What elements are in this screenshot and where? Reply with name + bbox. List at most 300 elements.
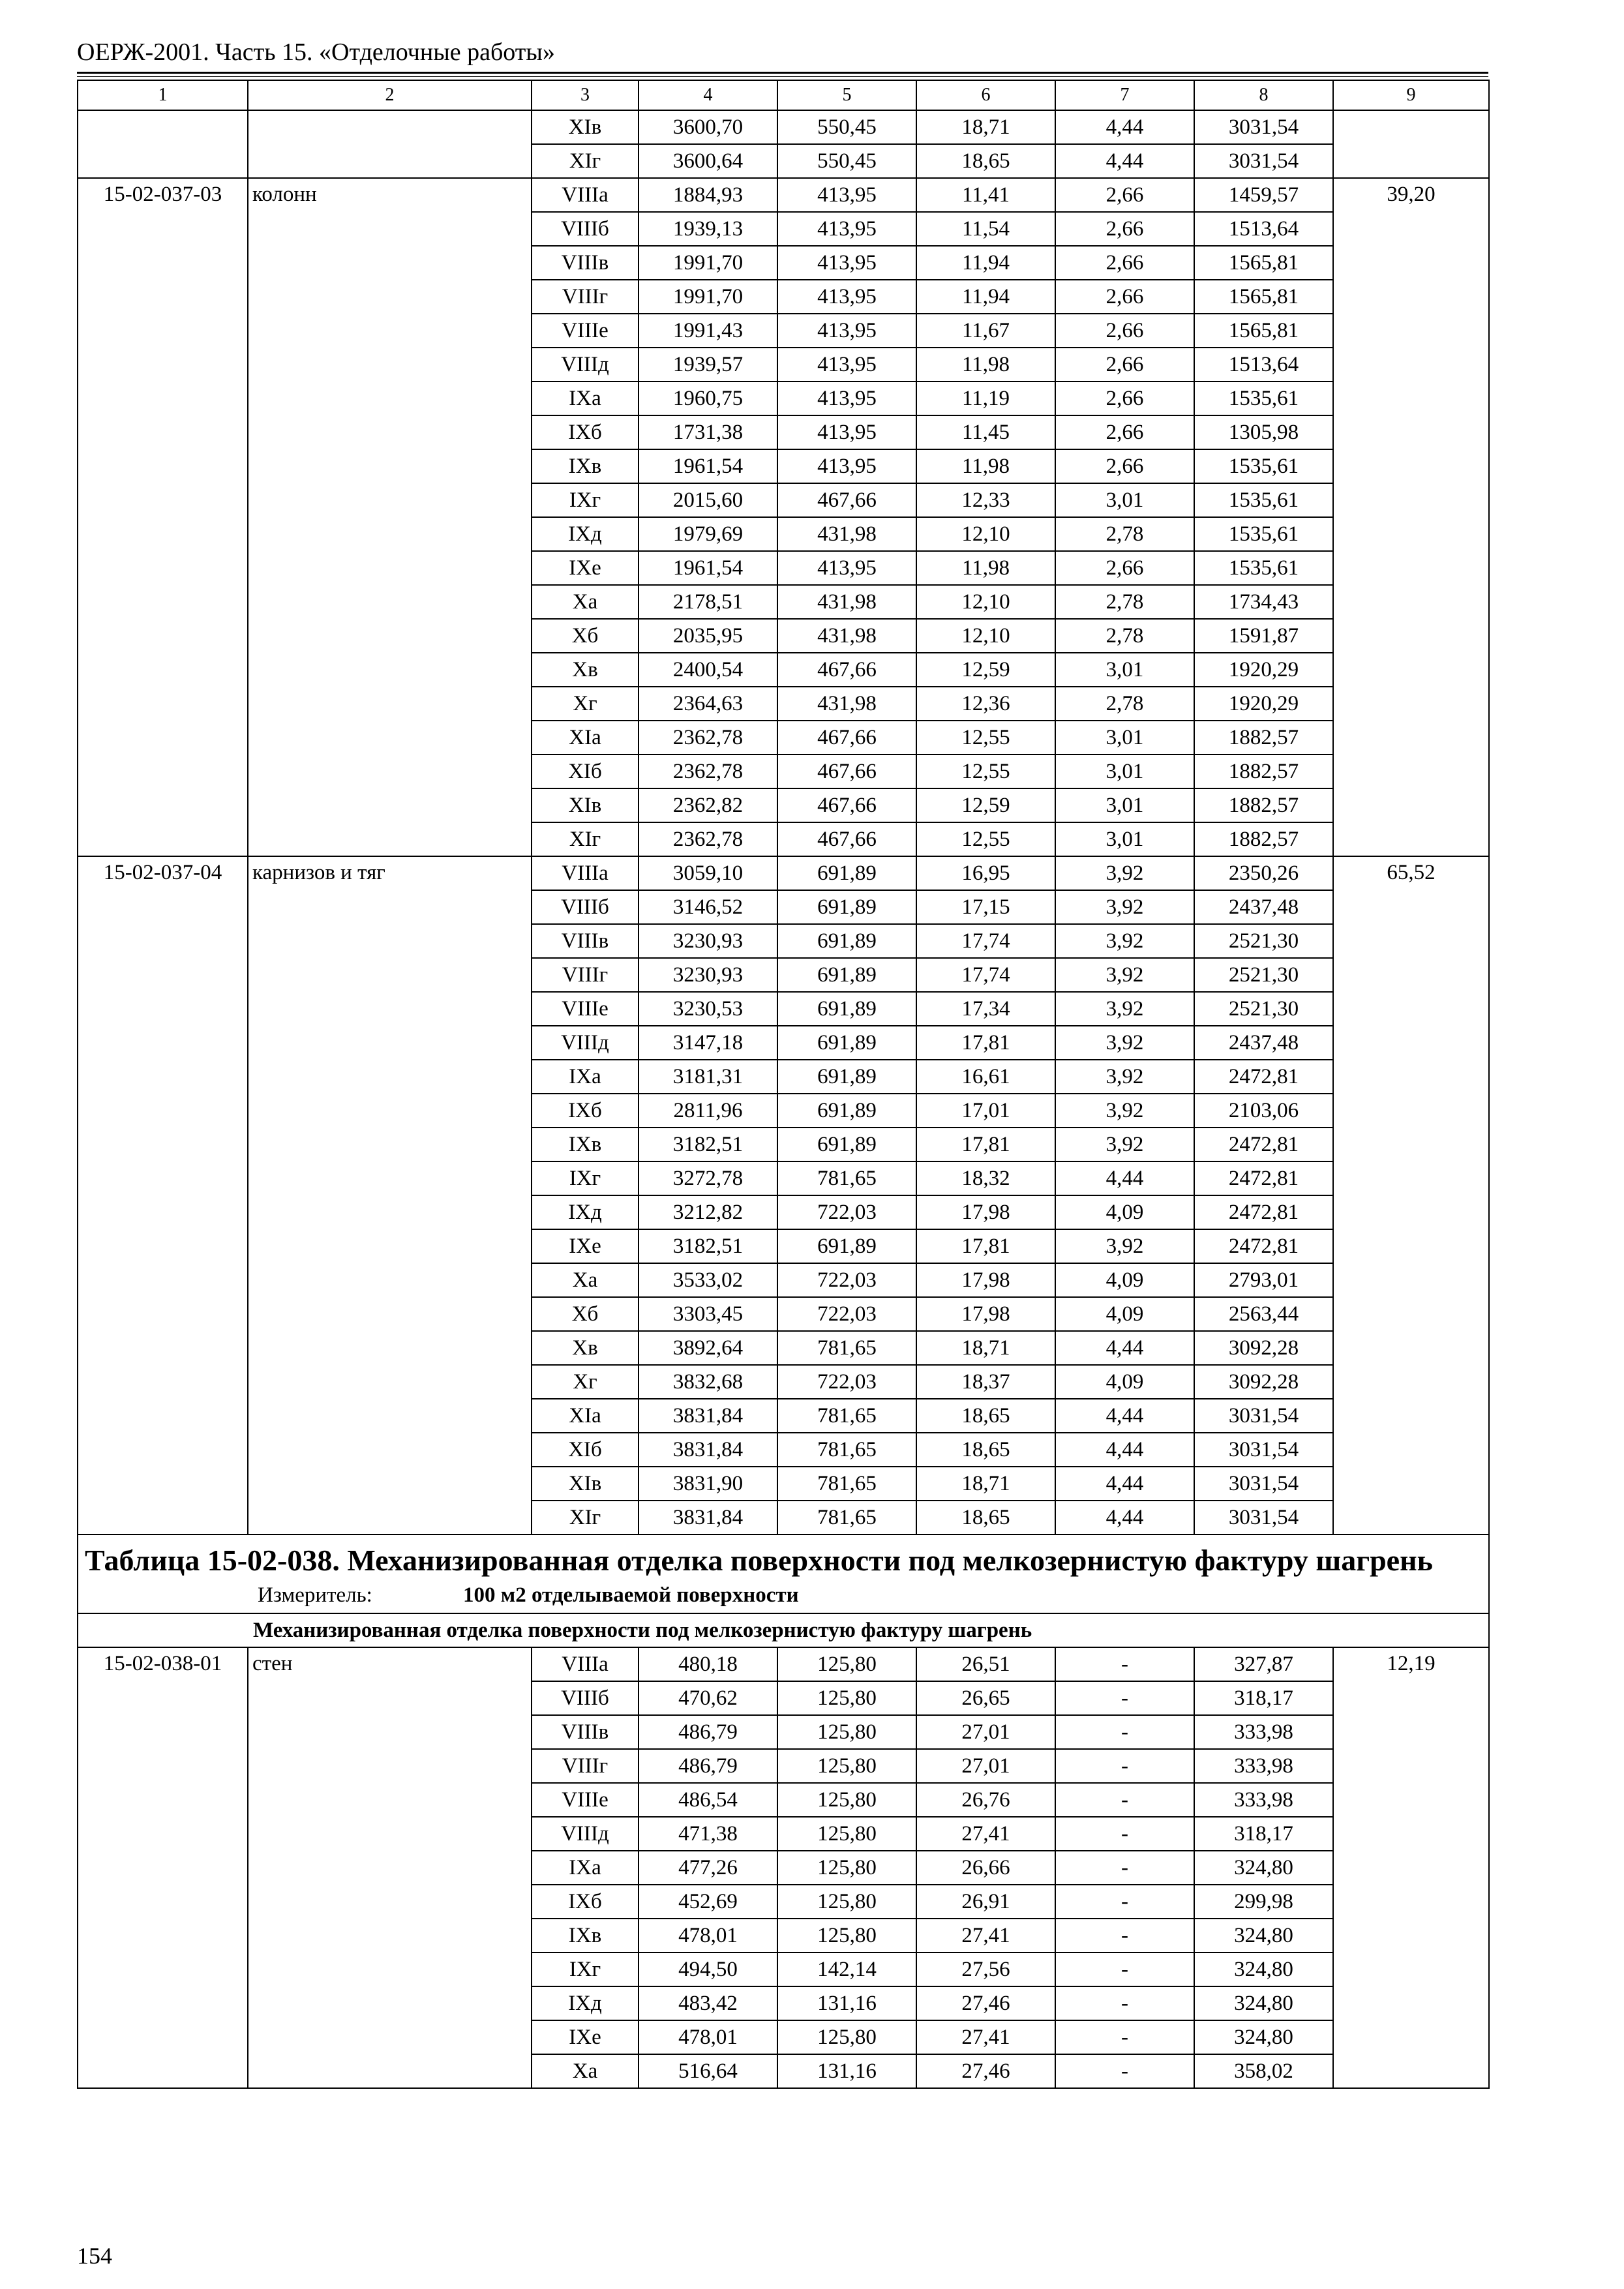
table-cell: 142,14 [777, 1952, 916, 1986]
table-cell: 333,98 [1194, 1715, 1333, 1749]
table-cell: 3832,68 [639, 1365, 777, 1399]
table-cell: 1939,13 [639, 212, 777, 246]
table-heading [78, 1534, 1489, 1613]
table-cell: 431,98 [777, 517, 916, 551]
table-cell: VIIIа [532, 1647, 639, 1681]
table-cell: 18,37 [916, 1365, 1055, 1399]
table-cell: VIIIд [532, 1817, 639, 1851]
table-cell: Xв [532, 653, 639, 687]
table-cell: 3600,70 [639, 110, 777, 144]
table-cell: IXд [532, 1195, 639, 1229]
table-cell: 494,50 [639, 1952, 777, 1986]
table-cell: - [1055, 2020, 1194, 2054]
table-cell: 480,18 [639, 1647, 777, 1681]
table-row [78, 178, 1489, 212]
table-cell: 4,09 [1055, 1195, 1194, 1229]
table-cell: - [1055, 1783, 1194, 1817]
table-cell: XIа [532, 1399, 639, 1433]
table-cell: 413,95 [777, 212, 916, 246]
table-cell: 17,01 [916, 1094, 1055, 1128]
table-cell: 483,42 [639, 1986, 777, 2020]
table-cell: XIа [532, 721, 639, 755]
table-cell: 333,98 [1194, 1783, 1333, 1817]
table-cell: 3092,28 [1194, 1331, 1333, 1365]
table-cell: 12,10 [916, 619, 1055, 653]
table-cell: 431,98 [777, 687, 916, 721]
table-cell: 467,66 [777, 822, 916, 856]
table-cell: VIIIа [532, 178, 639, 212]
table-cell: IXв [532, 1919, 639, 1952]
table-cell: 12,55 [916, 721, 1055, 755]
table-cell: 125,80 [777, 1783, 916, 1817]
table-cell: 1565,81 [1194, 280, 1333, 314]
table-cell: 1882,57 [1194, 822, 1333, 856]
table-cell: 1939,57 [639, 348, 777, 382]
table-cell: 3212,82 [639, 1195, 777, 1229]
table-cell: 12,33 [916, 483, 1055, 517]
table-cell: 2362,78 [639, 755, 777, 788]
table-cell: Xб [532, 1297, 639, 1331]
table-cell: 2,66 [1055, 246, 1194, 280]
table-cell: 722,03 [777, 1365, 916, 1399]
table-cell: 3,92 [1055, 992, 1194, 1026]
table-cell: 3892,64 [639, 1331, 777, 1365]
table-cell: 3031,54 [1194, 1467, 1333, 1501]
section-title: Механизированная отделка поверхности под мелкозернистую фактуру шагрень [78, 1613, 1489, 1647]
table-cell: 3,01 [1055, 788, 1194, 822]
table-cell: 11,94 [916, 246, 1055, 280]
table-cell: 413,95 [777, 348, 916, 382]
table-cell: 467,66 [777, 788, 916, 822]
table-cell: 1882,57 [1194, 755, 1333, 788]
table-cell: 691,89 [777, 924, 916, 958]
table-cell: 17,81 [916, 1026, 1055, 1060]
table-cell: 781,65 [777, 1433, 916, 1467]
table-cell: 1535,61 [1194, 517, 1333, 551]
table-cell: 4,44 [1055, 1331, 1194, 1365]
table-cell: 324,80 [1194, 1986, 1333, 2020]
table-cell: XIв [532, 110, 639, 144]
table-cell: VIIIг [532, 1749, 639, 1783]
table-cell: 131,16 [777, 2054, 916, 2088]
table-cell: - [1055, 1986, 1194, 2020]
work-name: карнизов и тяг [248, 856, 532, 1534]
table-cell: 431,98 [777, 619, 916, 653]
table-cell: 3031,54 [1194, 144, 1333, 178]
table-cell: 4,44 [1055, 110, 1194, 144]
table-cell: 516,64 [639, 2054, 777, 2088]
table-cell: 3272,78 [639, 1161, 777, 1195]
table-cell: 26,66 [916, 1851, 1055, 1885]
column-number-row [78, 80, 1489, 110]
work-name: стен [248, 1647, 532, 2088]
table-cell: 413,95 [777, 314, 916, 348]
table-cell: 2472,81 [1194, 1195, 1333, 1229]
table-cell: 3,92 [1055, 1094, 1194, 1128]
table-cell: 3031,54 [1194, 1399, 1333, 1433]
table-cell: - [1055, 2054, 1194, 2088]
table-cell: IXб [532, 415, 639, 449]
page-header: ОЕРЖ-2001. Часть 15. «Отделочные работы» [77, 38, 555, 66]
table-cell: 131,16 [777, 1986, 916, 2020]
table-cell: 12,10 [916, 517, 1055, 551]
table-cell: 358,02 [1194, 2054, 1333, 2088]
table-cell: 3600,64 [639, 144, 777, 178]
table-cell: 17,98 [916, 1297, 1055, 1331]
table-cell: 1513,64 [1194, 212, 1333, 246]
table-cell: 413,95 [777, 449, 916, 483]
table-cell: 467,66 [777, 653, 916, 687]
table-cell: 691,89 [777, 1094, 916, 1128]
table-cell: 3182,51 [639, 1128, 777, 1161]
table-cell: - [1055, 1919, 1194, 1952]
table-cell: 3,92 [1055, 856, 1194, 890]
table-cell: 4,44 [1055, 1161, 1194, 1195]
table-cell: 27,01 [916, 1715, 1055, 1749]
table-cell: 1884,93 [639, 178, 777, 212]
table-cell: 691,89 [777, 890, 916, 924]
table-cell: 691,89 [777, 1026, 916, 1060]
table-cell: - [1055, 1885, 1194, 1919]
table-cell: Xг [532, 1365, 639, 1399]
table-cell: 3831,84 [639, 1399, 777, 1433]
table-cell: Xг [532, 687, 639, 721]
column-number: 2 [248, 80, 532, 110]
table-cell: VIIIг [532, 958, 639, 992]
table-cell: 550,45 [777, 110, 916, 144]
table-cell: 2362,82 [639, 788, 777, 822]
table-cell: 2472,81 [1194, 1060, 1333, 1094]
table-cell: 18,71 [916, 110, 1055, 144]
table-cell: 550,45 [777, 144, 916, 178]
column-number: 7 [1055, 80, 1194, 110]
table-cell: 691,89 [777, 856, 916, 890]
table-cell: Xа [532, 585, 639, 619]
table-cell: 11,98 [916, 449, 1055, 483]
table-cell: 2035,95 [639, 619, 777, 653]
table-cell: VIIIд [532, 348, 639, 382]
table-cell: 27,41 [916, 2020, 1055, 2054]
table-cell: 327,87 [1194, 1647, 1333, 1681]
table-cell: 2,78 [1055, 619, 1194, 653]
table-cell: 11,67 [916, 314, 1055, 348]
table-cell: 125,80 [777, 1681, 916, 1715]
table-cell: 3,01 [1055, 483, 1194, 517]
table-cell: 2521,30 [1194, 958, 1333, 992]
table-cell: 691,89 [777, 1060, 916, 1094]
table-cell: 17,98 [916, 1195, 1055, 1229]
table-cell: 324,80 [1194, 1851, 1333, 1885]
table-cell: 722,03 [777, 1195, 916, 1229]
table-cell: 1535,61 [1194, 449, 1333, 483]
table-cell: 2103,06 [1194, 1094, 1333, 1128]
table-cell: 333,98 [1194, 1749, 1333, 1783]
table-cell: 18,65 [916, 144, 1055, 178]
table-cell: 125,80 [777, 2020, 916, 2054]
table-cell: 452,69 [639, 1885, 777, 1919]
table-cell: 2437,48 [1194, 890, 1333, 924]
table-cell: 3831,90 [639, 1467, 777, 1501]
table-cell: 3,92 [1055, 1026, 1194, 1060]
table-cell: 27,01 [916, 1749, 1055, 1783]
header-rule-thin [77, 76, 1488, 77]
table-cell: 2,78 [1055, 687, 1194, 721]
table-cell: 3230,53 [639, 992, 777, 1026]
meter-value: 100 м2 отделываемой поверхности [463, 1583, 799, 1607]
table-cell: 2,66 [1055, 314, 1194, 348]
table-cell: IXб [532, 1094, 639, 1128]
table-cell: - [1055, 1749, 1194, 1783]
table-cell: 12,10 [916, 585, 1055, 619]
table-cell: 17,81 [916, 1128, 1055, 1161]
table-cell: 3533,02 [639, 1263, 777, 1297]
table-cell: 2,66 [1055, 212, 1194, 246]
table-cell: 1513,64 [1194, 348, 1333, 382]
table-cell: XIг [532, 822, 639, 856]
page-number: 154 [77, 2243, 112, 2269]
table-cell: XIг [532, 144, 639, 178]
table-cell: Xб [532, 619, 639, 653]
table-cell: 12,59 [916, 788, 1055, 822]
section-title-row [78, 1613, 1489, 1647]
table-cell: - [1055, 1952, 1194, 1986]
table-cell: 324,80 [1194, 2020, 1333, 2054]
table-cell: 413,95 [777, 246, 916, 280]
table-cell: XIв [532, 1467, 639, 1501]
table-cell: 11,94 [916, 280, 1055, 314]
table-cell: 470,62 [639, 1681, 777, 1715]
table-cell: 27,46 [916, 2054, 1055, 2088]
table-cell: 486,54 [639, 1783, 777, 1817]
table-cell: 2811,96 [639, 1094, 777, 1128]
rate-code: 15-02-037-04 [78, 856, 248, 1534]
table-cell: 4,44 [1055, 144, 1194, 178]
table-cell: 3,01 [1055, 653, 1194, 687]
table-cell: 2472,81 [1194, 1128, 1333, 1161]
table-cell: 2,78 [1055, 585, 1194, 619]
table-cell: 18,71 [916, 1331, 1055, 1365]
table-cell: 125,80 [777, 1647, 916, 1681]
table-cell: 2793,01 [1194, 1263, 1333, 1297]
table-cell: 413,95 [777, 280, 916, 314]
table-cell: 4,09 [1055, 1263, 1194, 1297]
table-cell: 2,66 [1055, 348, 1194, 382]
table-cell: 4,44 [1055, 1501, 1194, 1534]
table-cell: 11,19 [916, 382, 1055, 415]
table-cell: 2437,48 [1194, 1026, 1333, 1060]
table-cell: 486,79 [639, 1749, 777, 1783]
column-number: 1 [78, 80, 248, 110]
table-cell: 1991,70 [639, 280, 777, 314]
table-cell: 17,74 [916, 924, 1055, 958]
table-cell: 125,80 [777, 1919, 916, 1952]
column-number: 3 [532, 80, 639, 110]
table-cell: 4,44 [1055, 1433, 1194, 1467]
table-cell: 1920,29 [1194, 653, 1333, 687]
table-cell: VIIIе [532, 1783, 639, 1817]
table-cell: VIIIг [532, 280, 639, 314]
table-cell: 1961,54 [639, 551, 777, 585]
table-cell: 3147,18 [639, 1026, 777, 1060]
table-cell: 2178,51 [639, 585, 777, 619]
table-cell: 125,80 [777, 1851, 916, 1885]
table-row [78, 1647, 1489, 1681]
table-cell: 1991,43 [639, 314, 777, 348]
table-cell: 1734,43 [1194, 585, 1333, 619]
table-cell: 467,66 [777, 483, 916, 517]
table-cell: Xа [532, 1263, 639, 1297]
table-cell: 413,95 [777, 415, 916, 449]
table-cell: 3,92 [1055, 1060, 1194, 1094]
table-cell: 11,98 [916, 348, 1055, 382]
table-cell: 27,41 [916, 1817, 1055, 1851]
table-cell: VIIIа [532, 856, 639, 890]
meter-line [85, 1583, 1482, 1608]
rates-table [77, 80, 1490, 2089]
table-cell: 2,66 [1055, 449, 1194, 483]
table-cell: 478,01 [639, 1919, 777, 1952]
table-cell: VIIIв [532, 924, 639, 958]
work-name [248, 110, 532, 178]
table-cell: 722,03 [777, 1297, 916, 1331]
table-cell: 2472,81 [1194, 1229, 1333, 1263]
table-cell: 17,98 [916, 1263, 1055, 1297]
table-cell: 318,17 [1194, 1817, 1333, 1851]
table-cell: 3181,31 [639, 1060, 777, 1094]
table-cell: 413,95 [777, 382, 916, 415]
table-cell: 3092,28 [1194, 1365, 1333, 1399]
resource-value: 65,52 [1333, 856, 1489, 1534]
table-cell: 324,80 [1194, 1952, 1333, 1986]
table-cell: 1459,57 [1194, 178, 1333, 212]
table-cell: IXв [532, 449, 639, 483]
work-name: колонн [248, 178, 532, 856]
table-cell: 1882,57 [1194, 721, 1333, 755]
table-cell: 781,65 [777, 1161, 916, 1195]
table-cell: IXг [532, 1161, 639, 1195]
table-cell: - [1055, 1817, 1194, 1851]
table-cell: IXб [532, 1885, 639, 1919]
table-cell: 125,80 [777, 1715, 916, 1749]
table-cell: IXд [532, 517, 639, 551]
table-cell: 2362,78 [639, 721, 777, 755]
table-cell: 2521,30 [1194, 924, 1333, 958]
rate-code [78, 110, 248, 178]
table-cell: IXд [532, 1986, 639, 2020]
resource-value [1333, 110, 1489, 178]
table-cell: 324,80 [1194, 1919, 1333, 1952]
column-number: 8 [1194, 80, 1333, 110]
table-cell: 26,65 [916, 1681, 1055, 1715]
table-cell: 3831,84 [639, 1501, 777, 1534]
column-number: 5 [777, 80, 916, 110]
table-cell: 26,51 [916, 1647, 1055, 1681]
table-cell: 413,95 [777, 551, 916, 585]
table-cell: 2472,81 [1194, 1161, 1333, 1195]
column-number: 4 [639, 80, 777, 110]
meter-label: Измеритель: [258, 1583, 372, 1607]
table-cell: IXа [532, 1060, 639, 1094]
table-cell: VIIIв [532, 246, 639, 280]
table-cell: IXг [532, 483, 639, 517]
table-cell: 467,66 [777, 755, 916, 788]
table-cell: 1535,61 [1194, 382, 1333, 415]
table-cell: 431,98 [777, 585, 916, 619]
table-cell: 17,15 [916, 890, 1055, 924]
table-cell: 3,92 [1055, 958, 1194, 992]
table-cell: - [1055, 1851, 1194, 1885]
table-cell: 3,92 [1055, 890, 1194, 924]
table-cell: 3,92 [1055, 1229, 1194, 1263]
table-cell: 2362,78 [639, 822, 777, 856]
table-cell: 3,01 [1055, 721, 1194, 755]
table-title: Таблица 15-02-038. Механизированная отделка поверхности под мелкозернистую фактуру шагрень [85, 1544, 1433, 1577]
table-cell: 3,92 [1055, 924, 1194, 958]
table-cell: 486,79 [639, 1715, 777, 1749]
table-cell: 1565,81 [1194, 314, 1333, 348]
table-cell: 1979,69 [639, 517, 777, 551]
table-cell: 125,80 [777, 1817, 916, 1851]
table-cell: 3,01 [1055, 822, 1194, 856]
column-number: 6 [916, 80, 1055, 110]
table-cell: XIг [532, 1501, 639, 1534]
table-cell: 3031,54 [1194, 110, 1333, 144]
table-cell: 3230,93 [639, 958, 777, 992]
table-cell: VIIIд [532, 1026, 639, 1060]
table-cell: 2,78 [1055, 517, 1194, 551]
table-cell: 2,66 [1055, 280, 1194, 314]
table-cell: VIIIб [532, 890, 639, 924]
table-cell: 17,81 [916, 1229, 1055, 1263]
table-cell: 11,98 [916, 551, 1055, 585]
table-cell: VIIIб [532, 212, 639, 246]
table-cell: 477,26 [639, 1851, 777, 1885]
table-cell: 4,44 [1055, 1399, 1194, 1433]
table-cell: - [1055, 1647, 1194, 1681]
table-cell: 478,01 [639, 2020, 777, 2054]
resource-value: 39,20 [1333, 178, 1489, 856]
table-cell: 17,74 [916, 958, 1055, 992]
table-cell: 781,65 [777, 1331, 916, 1365]
table-cell: 18,71 [916, 1467, 1055, 1501]
table-cell: 3031,54 [1194, 1501, 1333, 1534]
table-cell: IXе [532, 1229, 639, 1263]
table-cell: 3059,10 [639, 856, 777, 890]
table-cell: - [1055, 1715, 1194, 1749]
table-cell: VIIIб [532, 1681, 639, 1715]
rate-code: 15-02-037-03 [78, 178, 248, 856]
table-cell: 26,91 [916, 1885, 1055, 1919]
table-cell: 691,89 [777, 958, 916, 992]
table-cell: 18,32 [916, 1161, 1055, 1195]
table-cell: 1535,61 [1194, 551, 1333, 585]
table-cell: 781,65 [777, 1467, 916, 1501]
table-cell: 722,03 [777, 1263, 916, 1297]
table-cell: IXв [532, 1128, 639, 1161]
table-cell: 12,55 [916, 822, 1055, 856]
table-cell: Xв [532, 1331, 639, 1365]
table-cell: 318,17 [1194, 1681, 1333, 1715]
table-cell: 2,66 [1055, 551, 1194, 585]
table-cell: 2,66 [1055, 382, 1194, 415]
table-row [78, 110, 1489, 144]
table-cell: 2563,44 [1194, 1297, 1333, 1331]
table-cell: 125,80 [777, 1885, 916, 1919]
table-cell: 2364,63 [639, 687, 777, 721]
table-cell: 2350,26 [1194, 856, 1333, 890]
table-cell: 16,95 [916, 856, 1055, 890]
table-cell: 3,92 [1055, 1128, 1194, 1161]
